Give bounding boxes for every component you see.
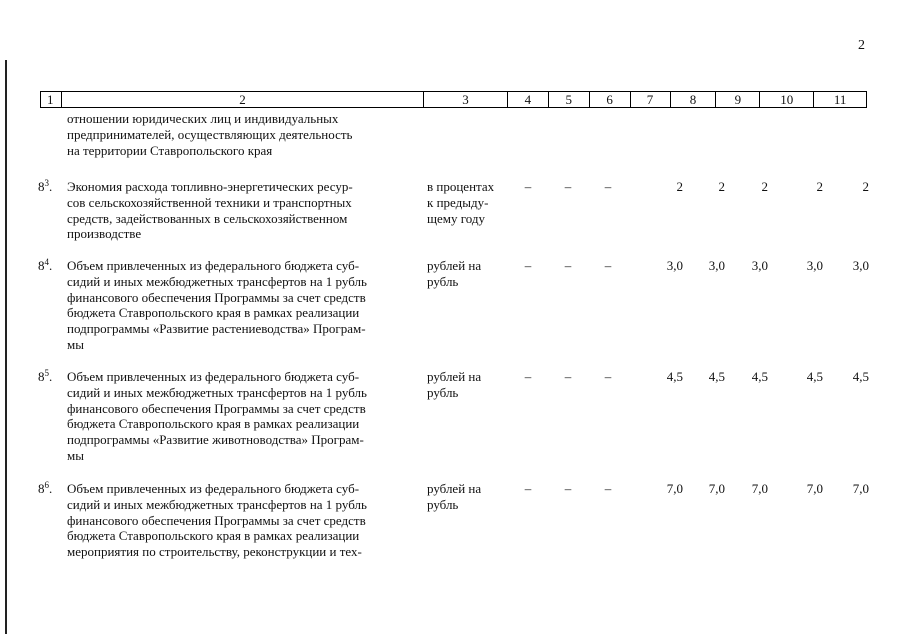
cell-col4: –: [524, 481, 532, 496]
description-line: отношении юридических лиц и индивидуальных: [67, 111, 339, 126]
cell-col6: –: [604, 369, 612, 384]
description-line: подпрограммы «Развитие растениеводства» Програм-: [67, 321, 366, 337]
column-header-2: 2: [61, 92, 423, 107]
unit-line: рубль: [427, 496, 459, 512]
cell-col5: –: [564, 179, 572, 194]
cell-col4: –: [524, 258, 532, 273]
page-number: 2: [858, 38, 865, 53]
cell-col10: 4,5: [806, 369, 823, 384]
column-header-4: 4: [507, 92, 548, 107]
cell-col5: –: [564, 481, 572, 496]
column-header-9: 9: [715, 92, 759, 107]
cell-col4: –: [524, 179, 532, 194]
description-line: бюджета Ставропольского края в рамках реализации: [67, 305, 360, 321]
description-line: сидий и иных межбюджетных трансфертов на 1 рубль: [67, 384, 367, 400]
cell-col10: 2: [816, 179, 823, 194]
column-header-1: 1: [47, 92, 54, 107]
cell-col8: 7,0: [708, 481, 725, 496]
row-unit: [427, 369, 513, 401]
unit-line: рублей на: [427, 258, 482, 273]
column-header-5: 5: [548, 92, 589, 107]
cell-col9: 7,0: [751, 481, 768, 496]
cell-col9: 4,5: [751, 369, 768, 384]
description-line: на территории Ставропольского края: [67, 142, 273, 158]
row-unit: [427, 258, 513, 290]
cell-col10: 3,0: [806, 258, 823, 273]
column-header-10: 10: [759, 92, 813, 107]
column-header-11: 11: [813, 92, 866, 107]
cell-col8: 2: [718, 179, 725, 194]
description-line: финансового обеспечения Программы за счет средств: [67, 512, 366, 528]
cell-col6: –: [604, 179, 612, 194]
cell-col6: –: [604, 481, 612, 496]
description-line: сидий и иных межбюджетных трансфертов на 1 рубль: [67, 496, 367, 512]
description-line: бюджета Ставропольского края в рамках реализации: [67, 416, 360, 432]
row-unit: [427, 481, 513, 513]
row-description: [67, 111, 417, 158]
column-header-7: 7: [630, 92, 670, 107]
unit-line: рублей на: [427, 481, 482, 496]
cell-col8: 3,0: [708, 258, 725, 273]
page-left-border: [5, 60, 7, 634]
description-line: Объем привлеченных из федерального бюджета суб-: [67, 481, 360, 496]
unit-line: щему году: [427, 210, 486, 226]
row-unit: [427, 179, 513, 226]
description-line: бюджета Ставропольского края в рамках реализации: [67, 528, 360, 544]
row-description: [67, 258, 417, 353]
cell-col4: –: [524, 369, 532, 384]
description-line: Экономия расхода топливно-энергетических ресур-: [67, 179, 353, 194]
row-number: $8^5$.: [38, 368, 53, 384]
cell-col5: –: [564, 258, 572, 273]
cell-col7: 7,0: [666, 481, 683, 496]
cell-col6: –: [604, 258, 612, 273]
cell-col7: 2: [676, 179, 683, 194]
unit-line: рубль: [427, 273, 459, 289]
cell-col8: 4,5: [708, 369, 725, 384]
description-line: мероприятия по строительству, реконструкции и тех-: [67, 544, 362, 560]
cell-col11: 3,0: [852, 258, 869, 273]
cell-col7: 4,5: [666, 369, 683, 384]
row-number: $8^4$.: [38, 257, 53, 273]
description-line: Объем привлеченных из федерального бюджета суб-: [67, 369, 360, 384]
column-header-8: 8: [670, 92, 716, 107]
unit-line: рублей на: [427, 369, 482, 384]
cell-col7: 3,0: [666, 258, 683, 273]
column-header-6: 6: [589, 92, 630, 107]
cell-col10: 7,0: [806, 481, 823, 496]
row-number: $8^6$.: [38, 480, 53, 496]
cell-col9: 2: [761, 179, 768, 194]
description-line: финансового обеспечения Программы за счет средств: [67, 289, 366, 305]
cell-col11: 7,0: [852, 481, 869, 496]
unit-line: в процентах: [427, 179, 495, 194]
cell-col9: 3,0: [751, 258, 768, 273]
description-line: сидий и иных межбюджетных трансфертов на 1 рубль: [67, 273, 367, 289]
cell-col11: 2: [862, 179, 869, 194]
unit-line: к предыду-: [427, 194, 489, 210]
description-line: мы: [67, 336, 84, 352]
column-header-3: 3: [423, 92, 507, 107]
description-line: сов сельскохозяйственной техники и транспортных: [67, 194, 352, 210]
row-description: [67, 369, 417, 464]
description-line: Объем привлеченных из федерального бюджета суб-: [67, 258, 360, 273]
description-line: мы: [67, 447, 84, 463]
description-line: предпринимателей, осуществляющих деятельность: [67, 126, 353, 142]
row-description: [67, 481, 417, 560]
cell-col5: –: [564, 369, 572, 384]
description-line: финансового обеспечения Программы за счет средств: [67, 400, 366, 416]
description-line: средств, задействованных в сельскохозяйственном: [67, 210, 348, 226]
description-line: производстве: [67, 226, 142, 242]
table-column-header: [40, 91, 867, 108]
description-line: подпрограммы «Развитие животноводства» Програм-: [67, 432, 364, 448]
row-number: $8^3$.: [38, 178, 53, 194]
cell-col11: 4,5: [852, 369, 869, 384]
unit-line: рубль: [427, 384, 459, 400]
row-description: [67, 179, 417, 242]
